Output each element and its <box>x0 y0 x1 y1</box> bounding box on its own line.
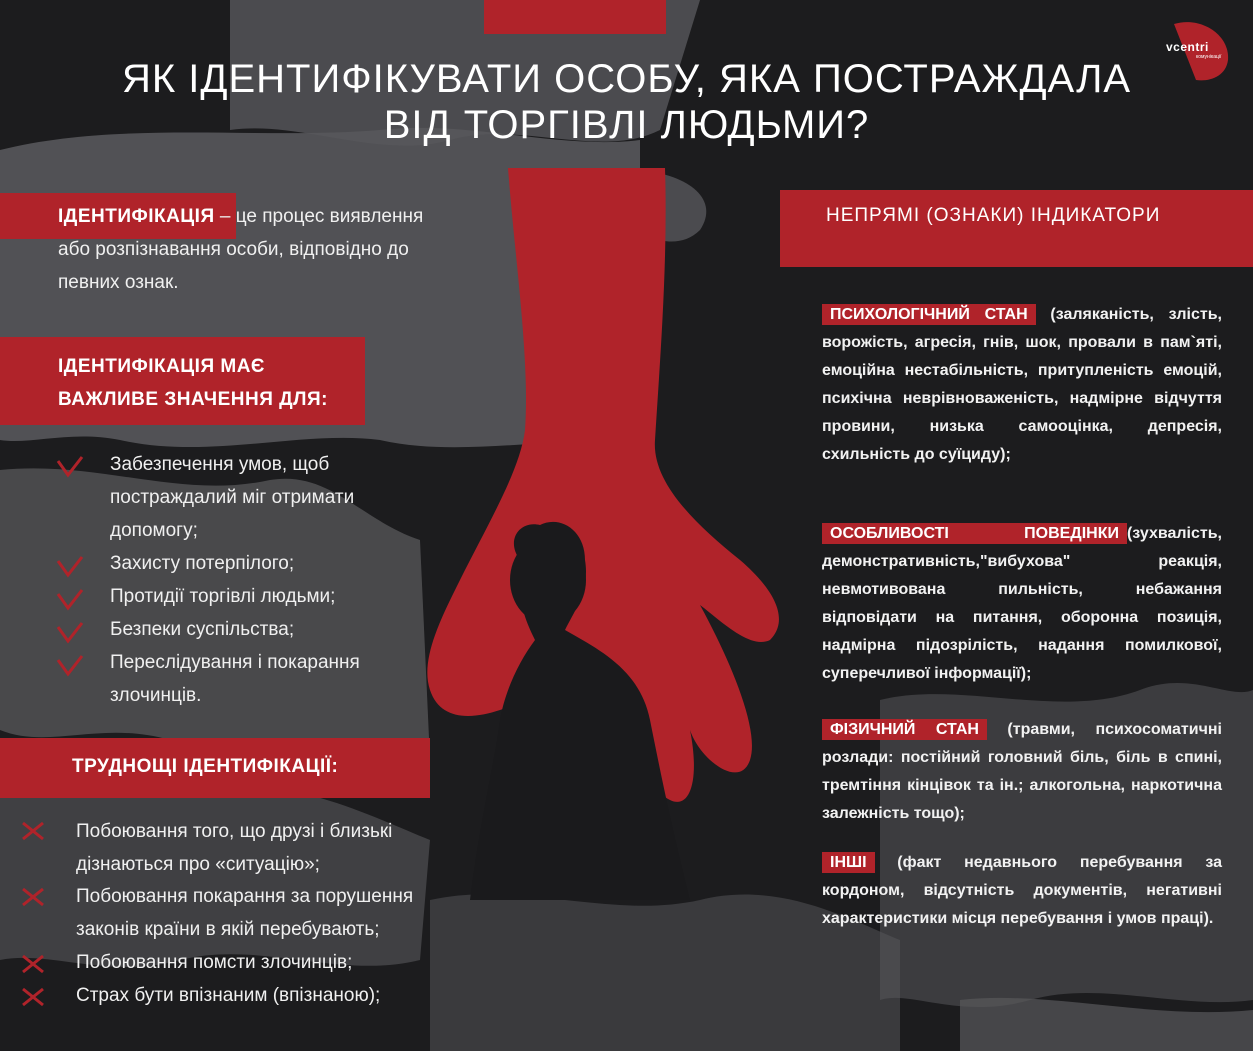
psychological-state-label: ПСИХОЛОГІЧНИЙ СТАН <box>822 304 1036 325</box>
check-icon <box>56 455 84 479</box>
other-text: (факт недавнього перебування за кордоном, відсутність документів, негативні характеристики місця перебування і умов праці). <box>822 854 1222 927</box>
list-item: Побоювання помсти злочинців; <box>76 952 353 973</box>
physical-state-text: (травми, психосоматичні розлади: постійний головний біль, біль в спині, тремтіння кінцівок та ін.; алкогольна, наркотична залежність тощо); <box>822 721 1222 822</box>
cross-icon <box>20 886 46 908</box>
check-icon <box>56 621 84 645</box>
cross-icon <box>20 953 46 975</box>
page-title <box>0 56 1253 148</box>
identification-definition <box>58 200 498 299</box>
logo-subtitle: комунікації <box>1196 54 1222 60</box>
list-item: Протидії торгівлі людьми; <box>110 586 336 607</box>
list-item: Захисту потерпілого; <box>110 553 295 574</box>
cross-icon <box>20 986 46 1008</box>
title-line-2: ВІД ТОРГІВЛІ ЛЮДЬМИ? <box>383 103 870 147</box>
importance-heading-line-1: ІДЕНТИФІКАЦІЯ МАЄ <box>58 356 265 377</box>
difficulties-heading: ТРУДНОЩІ ІДЕНТИФІКАЦІЇ: <box>72 756 339 777</box>
logo-name: vcentri <box>1166 40 1209 54</box>
list-item: Забезпечення умов, щоб постраждалий міг отримати допомогу; <box>110 454 355 541</box>
indicators-heading: НЕПРЯМІ (ОЗНАКИ) ІНДИКАТОРИ <box>826 205 1161 226</box>
list-item: Страх бути впізнаним (впізнаною); <box>76 985 381 1006</box>
list-item: Безпеки суспільства; <box>110 619 295 640</box>
identification-term: ІДЕНТИФІКАЦІЯ <box>58 206 215 227</box>
check-icon <box>56 555 84 579</box>
other-label: ІНШІ <box>822 852 875 873</box>
physical-state-label: ФІЗИЧНИЙ СТАН <box>822 719 987 740</box>
cross-icon <box>20 820 46 842</box>
importance-heading-line-2: ВАЖЛИВЕ ЗНАЧЕННЯ ДЛЯ: <box>58 389 328 410</box>
definition-line-3: певних ознак. <box>58 272 179 293</box>
check-icon <box>56 588 84 612</box>
indicators-heading-box <box>780 190 1253 267</box>
definition-line-2: або розпізнавання особи, відповідно до <box>58 239 409 260</box>
behaviour-label: ОСОБЛИВОСТІ ПОВЕДІНКИ <box>822 523 1127 544</box>
definition-line-1: – це процес виявлення <box>214 206 424 227</box>
psychological-state-text: (заляканість, злість, ворожість, агресія, гнів, шок, провали в пам`яті, емоційна нестабільність, притупленість емоцій, психічна неврівноваженість, надмірне відчуття провини, низька самооцінка, депресія, схильність до суїциду); <box>822 306 1222 463</box>
physical-state-block <box>822 716 1222 828</box>
psychological-state-block <box>822 301 1222 469</box>
list-item: Переслідування і покарання злочинців. <box>110 652 360 706</box>
behaviour-text: (зухвалість, демонстративність,"вибухова" реакція, невмотивована пильність, небажання відповідати на питання, оборонна позиція, надмірна підозрілість, надання помилкової, суперечливої інформації); <box>822 525 1222 682</box>
title-line-1: ЯК ІДЕНТИФІКУВАТИ ОСОБУ, ЯКА ПОСТРАЖДАЛА <box>121 57 1132 101</box>
check-icon <box>56 654 84 678</box>
other-block <box>822 849 1222 933</box>
behaviour-block <box>822 520 1222 688</box>
importance-heading <box>58 350 328 416</box>
list-item: Побоювання того, що друзі і близькі дізнаються про «ситуацію»; <box>76 821 393 875</box>
list-item: Побоювання покарання за порушення законів країни в якій перебувають; <box>76 886 414 940</box>
